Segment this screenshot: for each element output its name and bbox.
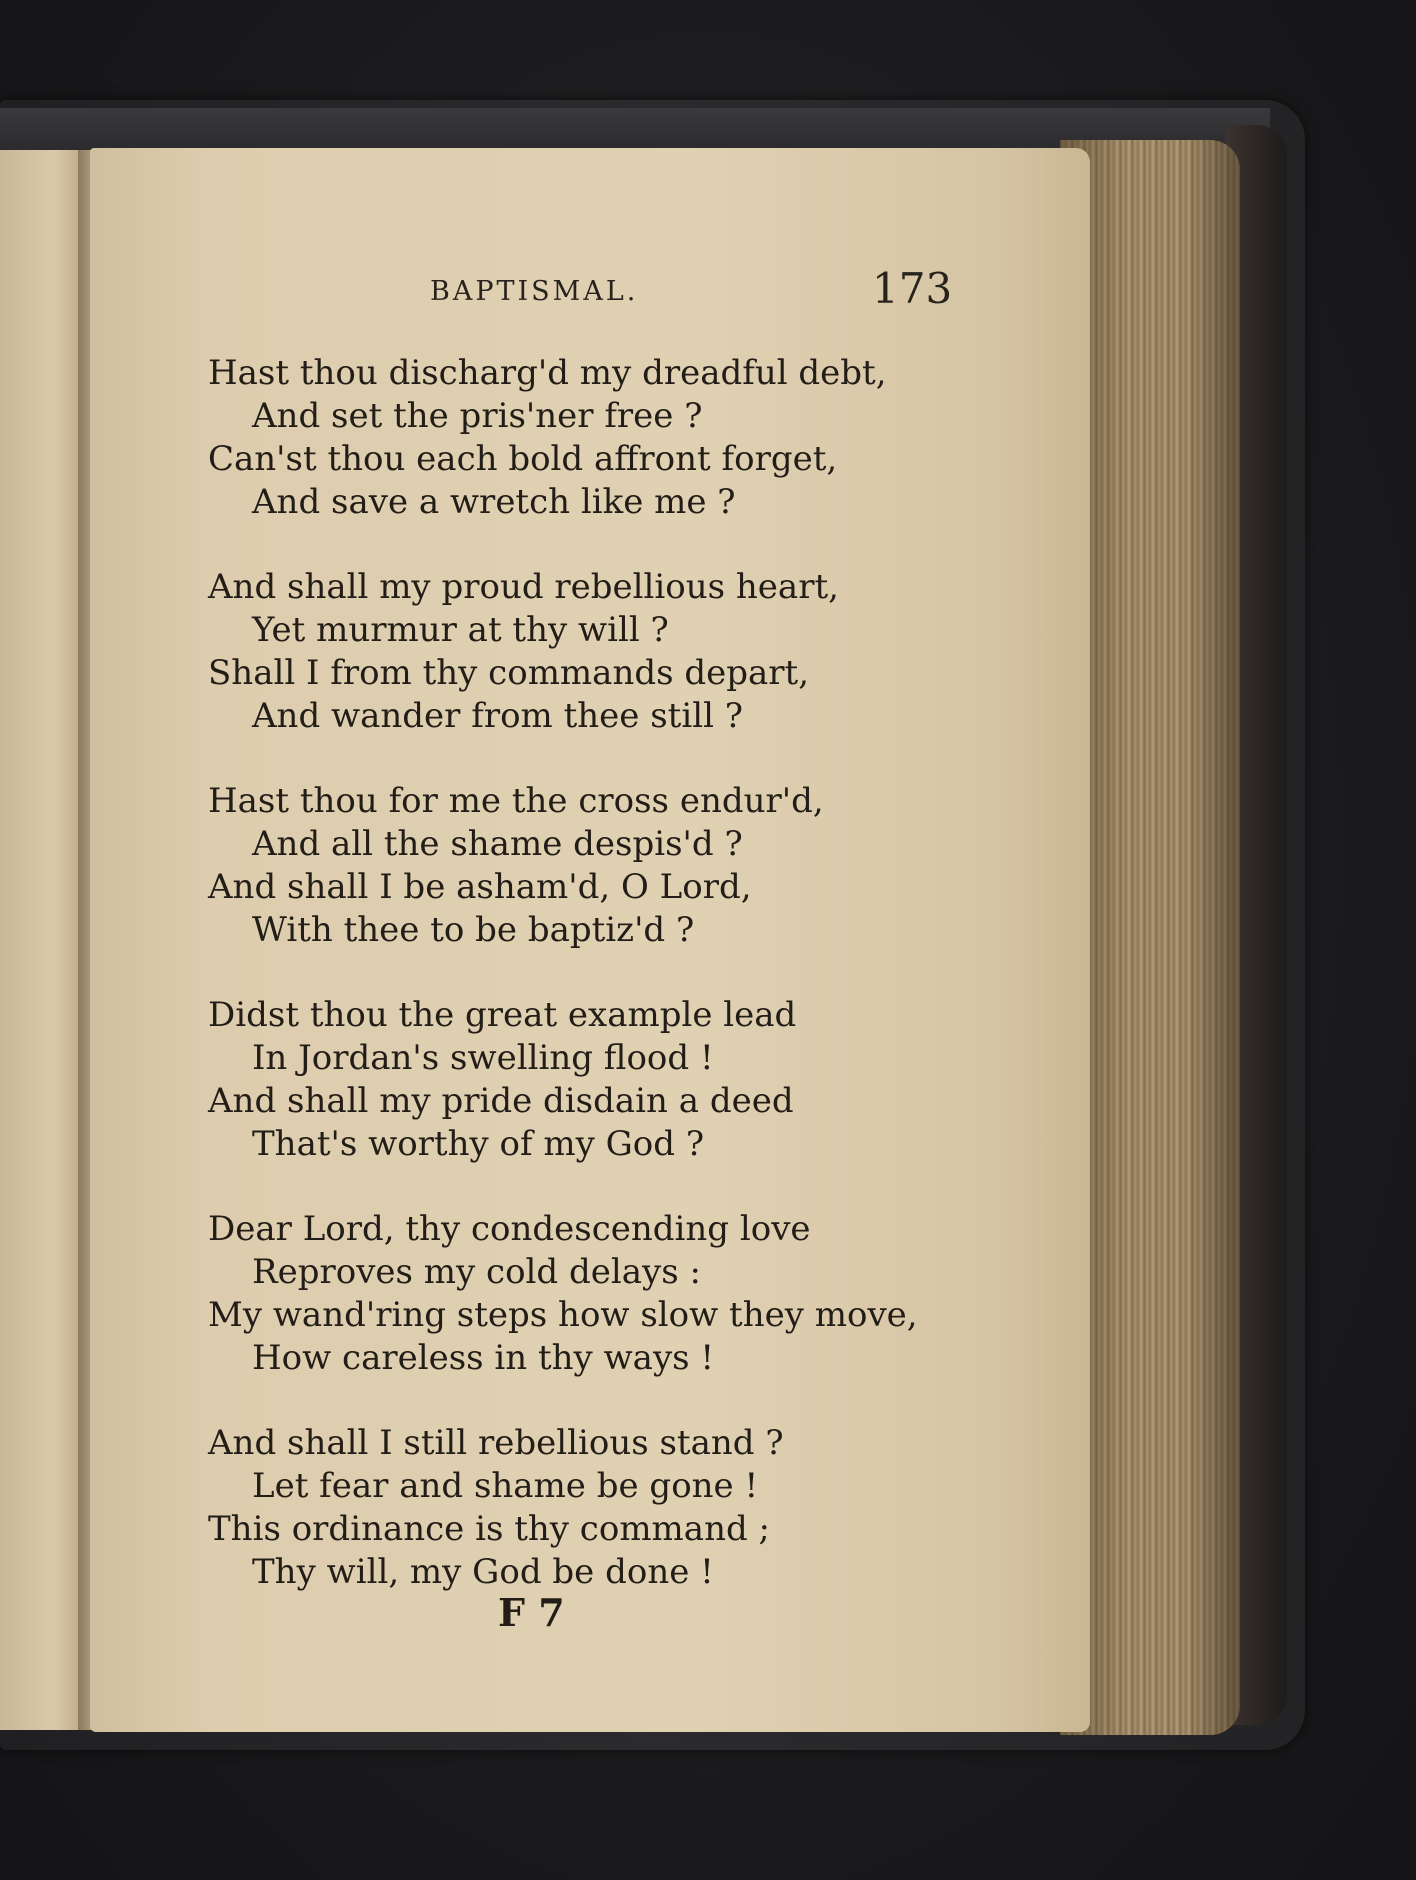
page-header: [430, 264, 953, 324]
page-number: 173: [872, 264, 953, 313]
verse-line: Hast thou for me the cross endur'd,: [208, 781, 824, 821]
stanza-4: [208, 994, 968, 1166]
verse-line: That's worthy of my God ?: [252, 1124, 705, 1164]
verse-line: And shall I still rebellious stand ?: [208, 1423, 784, 1463]
verse-line: With thee to be baptiz'd ?: [252, 910, 695, 950]
left-page-edge: [0, 150, 90, 1730]
verse-line: Hast thou discharg'd my dreadful debt,: [208, 353, 887, 393]
signature-mark: F 7: [498, 1590, 565, 1635]
stanza-6: [208, 1422, 968, 1594]
running-head: BAPTISMAL.: [430, 276, 639, 307]
verse-line: And save a wretch like me ?: [252, 482, 736, 522]
stanza-2: [208, 566, 968, 738]
verse-line: My wand'ring steps how slow they move,: [208, 1295, 918, 1335]
verse-line: Reproves my cold delays :: [252, 1252, 701, 1292]
verse-line: Yet murmur at thy will ?: [252, 610, 669, 650]
verse-line: And set the pris'ner free ?: [252, 396, 703, 436]
verse-line: Dear Lord, thy condescending love: [208, 1209, 811, 1249]
hymn-text: [208, 352, 968, 1636]
stanza-3: [208, 780, 968, 952]
verse-line: Thy will, my God be done !: [252, 1552, 714, 1592]
verse-line: And wander from thee still ?: [252, 696, 743, 736]
verse-line: This ordinance is thy command ;: [208, 1509, 770, 1549]
verse-line: Shall I from thy commands depart,: [208, 653, 810, 693]
verse-line: Can'st thou each bold affront forget,: [208, 439, 838, 479]
verse-line: Let fear and shame be gone !: [252, 1466, 759, 1506]
verse-line: And all the shame despis'd ?: [252, 824, 743, 864]
verse-line: Didst thou the great example lead: [208, 995, 797, 1035]
verse-line: And shall my pride disdain a deed: [208, 1081, 794, 1121]
stanza-5: [208, 1208, 968, 1380]
verse-line: In Jordan's swelling flood !: [252, 1038, 714, 1078]
verse-line: And shall I be asham'd, O Lord,: [208, 867, 752, 907]
verse-line: How careless in thy ways !: [252, 1338, 715, 1378]
verse-line: And shall my proud rebellious heart,: [208, 567, 839, 607]
stanza-1: [208, 352, 968, 524]
